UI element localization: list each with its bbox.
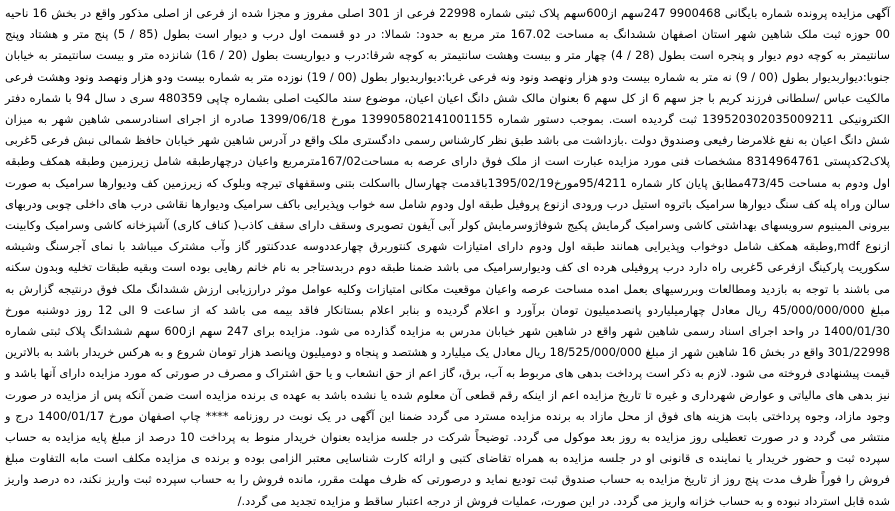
notice-body: آگهی مزایده پرونده شماره بایگانی 9900468 247سهم از600سهم پلاک ثبتی شماره 22998 فرعی از 301 اصلی مفروز و مجزا شده از فرعی از اصلی مذکور واقع در بخش 16 ناحیه 00 حوزه ثبت ملک شاهین شهر استان اصفهان ششدانگ به مساحت 167.02 متر مربع به حدود: شمالا: در دو قسمت اول درب و دیوار است بطول (85 / 5) پنج متر و هشتاد وپنج سانتیمتر به کوچه دوم دیوار و پنجره است بطول (28 / 4) چهار متر و بیست وهشت سانتیمتر به کوچه شرقا:درب و دیواریست بطول (20 / 16) شانزده متر و بیست سانتیمتر به خیابان جنوبا:دیواربدیوار بطول (00 / 9) نه متر به شماره بیست ودو هزار ونهصد ونود ونه فرعی غربا:دیواربدیوار بطول (00 / 19) نوزده متر به شماره بیست ودو هزار ونهصد ونود وهشت فرعی مالکیت عباس /سلطانی فرزند کریم با جز سهم 6 از کل سهم 6 بعنوان مالک شش دانگ اعیان اعیان، موضوع سند مالکیت اصلی بشماره چاپی 480359 سری د سال 94 با شماره دفتر الکترونیکی 139520302035009211 ثبت گردیده است. بموجب دستور شماره 139905802141001155 مورخ 1399/06/18 صادره از اجرای اسنادرسمی شاهین شهر به میزان شش دانگ اعیان به نفع غلامرضا رفیعی وصندوق دولت .بازداشت می باشد طبق نظر کارشناس رسمی دادگستری ملک واقع در آدرس شاهین شهر خیابان حافظ شمالی نبش فرعی 5غربی پلاک2کدپستی 8314964761 مشخصات فنی مورد مزایده عبارت است از ملک فوق دارای عرصه به مساحت167/02مترمربع واعیان درچهارطبقه شامل زیرزمین وطبقه همکف وطبقه اول ودوم به مساحت 473/45مطابق پایان کار شماره 95/4211مورخ1395/02/19باقدمت چهارسال بااسکلت بتنی وسقفهای تیرچه وبلوک که زیرزمین کف ودیوارها سرامیک به صورت سالن وراه پله کف سنگ دیوارها سرامیک باتروه استیل درب ورودی ازنوع پروفیل طبقه اول ودوم شامل سه خواب وپذیرایی باکف سرامیک ودیوارها نقاشی درب های داخلی چوبی ودربهای بیرونی المینیوم سرویسهای بهداشتی کاشی وسرامیک گرمایش پکیج شوفاژوسرمایش کولر آبی آیفون تصویری وسقف دارای سقف کاذب( کناف کاری) آشپزخانه کاشی وسرامیک وکابینت ازنوع mdf,وطبقه همکف شامل دوخواب وپذیرایی همانند طبقه اول ودوم دارای امتیازات شهری کنتوربرق چهارعددوسه عددکنتور گاز وآب مشترک میباشد با نمای آجرسنگ وشیشه سکوریت پارکینگ ازفرعی 5غربی راه دارد درب پروفیلی هرده ای کف ودیوارسرامیک می باشد ضمنا طبقه دوم دربدستاجر به نام خانم رهایی بوده است وبقیه طبقات تخلیه وبدون سکنه می باشند با توجه به بازدید ومطالعات وبررسیهای بعمل امده مساحت عرصه واعیان موقعیت مکانی امتیازات وکلیه عوامل موثر درارزیابی ارزش ششدانگ ملک فوق درنتیجه گزارش به مبلغ 45/000/000/000 ریال معادل چهارمیلیاردو پانصدمیلیون تومان برآورد و اعلام گردیده و بنابر اعلام بستانکار فاقد بیمه می باشد که از ساعت 9 الی 12 روز دوشنبه مورخ 1400/01/30 در واحد اجرای اسناد رسمی شاهین شهر واقع در شاهین شهر خیابان مدرس به مزایده گذارده می شود. مزایده برای 247 سهم از600 سهم ششدانگ پلاک ثبتی شماره 301/22998 واقع در بخش 16 شاهین شهر از مبلغ 18/525/000/000 ریال معادل یک میلیارد و هشتصد و پنجاه و دومیلیون وپانصد هزار تومان شروع و به هرکس خریدار باشد به بالاترین قیمت پیشنهادی فروخته می شود. لازم به ذکر است پرداخت بدهی های مربوط به آب، برق، گاز اعم از حق انشعاب و یا حق اشتراک و مصرف در صورتی که مورد مزایده دارای آنها باشد و نیز بدهی های مالیاتی و عوارض شهرداری و غیره تا تاریخ مزایده اعم از اینکه رقم قطعی آن معلوم شده یا نشده باشد به عهده ی برنده مزایده است ضمن آنکه پس از مزایده در صورت وجود مازاد، وجوه پرداختی بابت هزینه های فوق از محل مازاد به برنده مزایده مسترد می گردد ضمنا این آگهی در یک نوبت در روزنامه **** چاپ اصفهان مورخ 1400/01/17 درج و منتشر می گردد و در صورت تعطیلی روز مزایده به روز بعد موکول می گردد. توضیحاً شرکت در جلسه مزایده بعنوان خریدار منوط به پرداخت 10 درصد از مبلغ پایه مزایده به حساب سپرده ثبت و حضور خریدار یا نماینده ی قانونی او در جلسه مزایده به همراه تقاضای کتبی و ارائه کارت شناسایی معتبر الزامی بوده و برنده ی مزایده مکلف است مابه التفاوت مبلغ فروش را فوراً ظرف مدت پنج روز از تاریخ مزایده به حساب صندوق ثبت تودیع نماید و درصورتی که ظرف مهلت مقرر، مانده فروش را به حساب سپرده ثبت واریز نکند، ده درصد واریز شده قابل استرداد نبوده و به حساب خزانه واریز می گردد. در این صورت، عملیات فروش از درجه اعتبار ساقط و مزایده تجدید می گردد./ xyxy=(5,6,891,508)
